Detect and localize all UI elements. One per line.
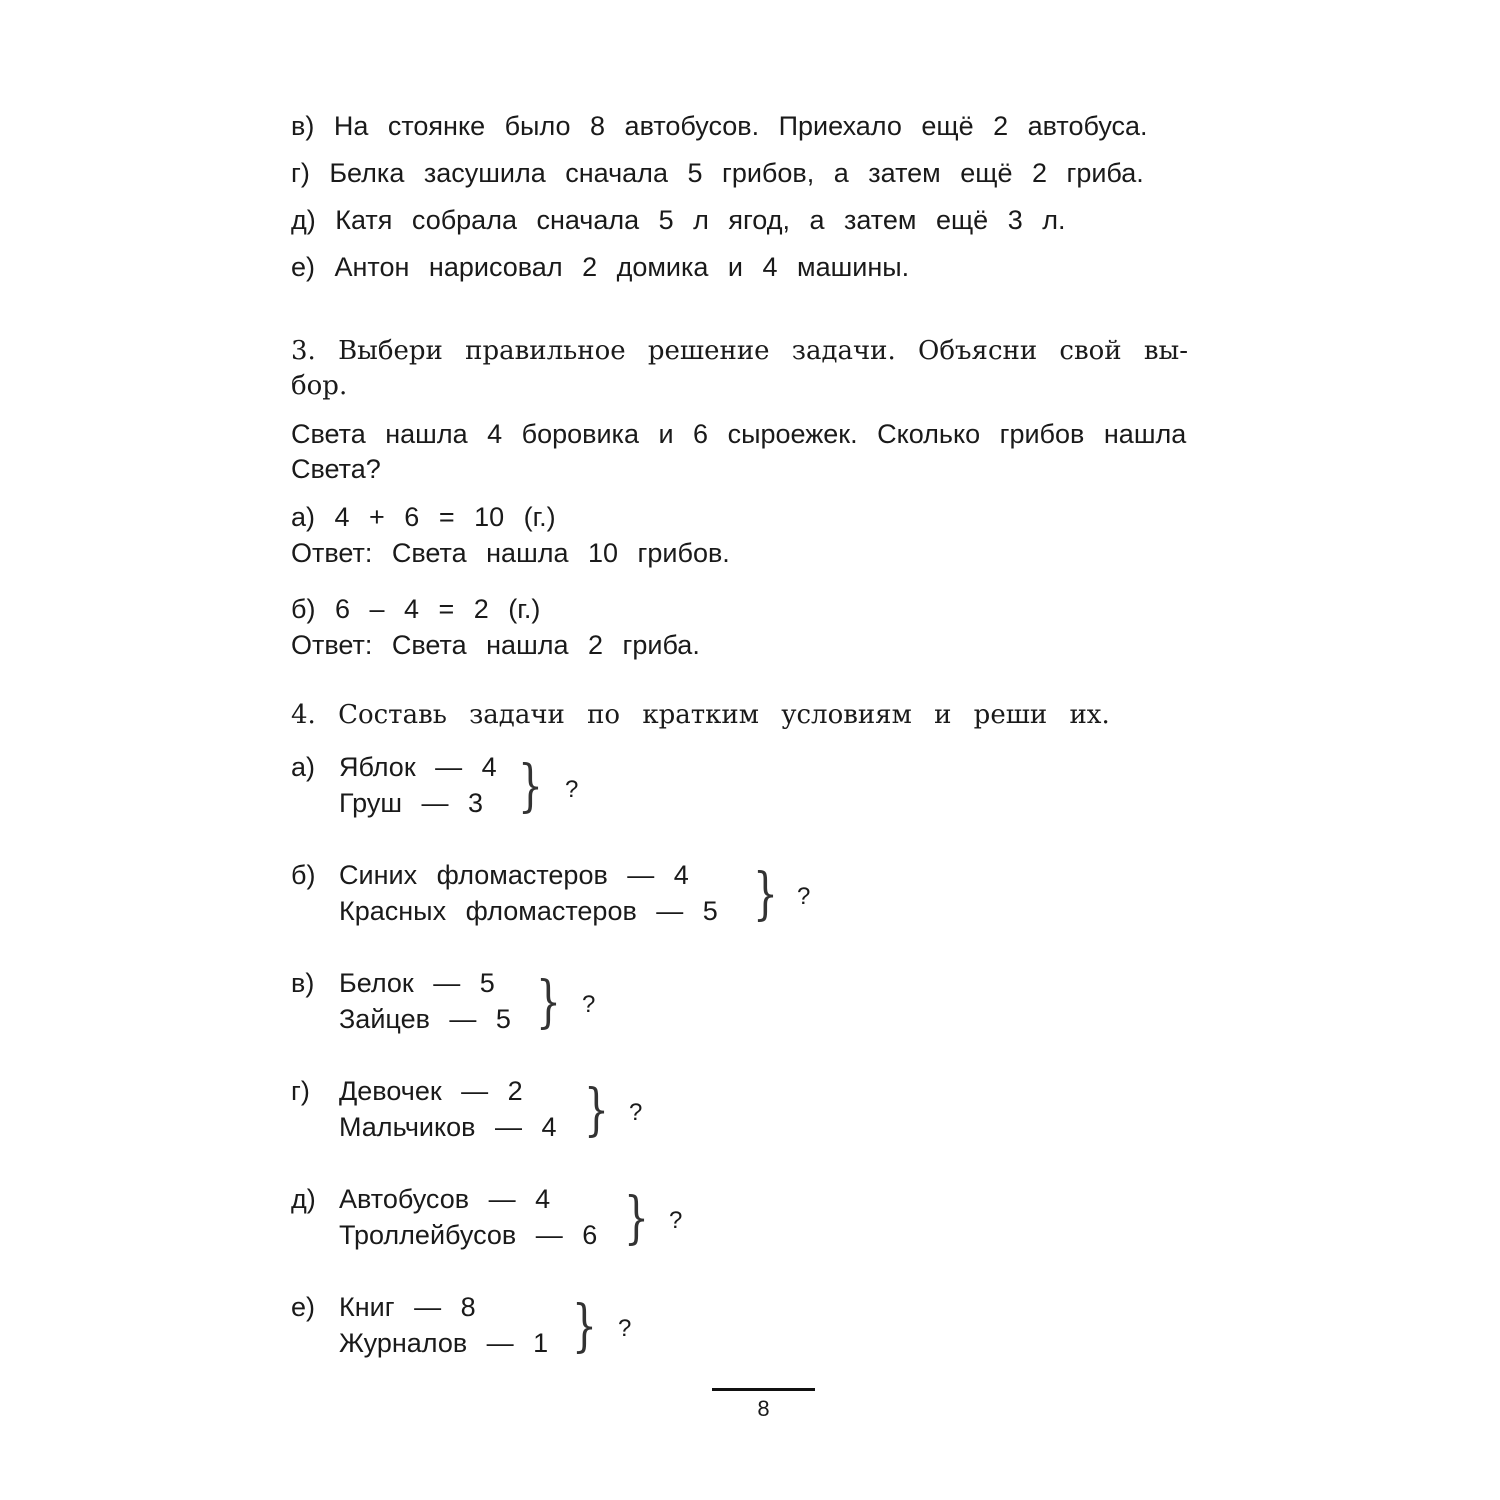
ex4-item-line1: Яблок — 4 [339,752,497,782]
ex3-option-a: а) 4 + 6 = 10 (г.) [291,502,556,532]
ex4-item-letter: а) [291,752,316,782]
ex4-item-letter: в) [291,968,315,998]
ex4-item-line2: Журналов — 1 [339,1328,549,1358]
ex2-item-e: е) Антон нарисовал 2 домика и 4 машины. [291,252,910,282]
curly-brace-icon: } [584,1078,609,1143]
page-number-rule [712,1388,815,1391]
question-mark: ? [669,1207,683,1234]
curly-brace-icon: } [518,754,543,819]
curly-brace-icon: } [753,862,778,927]
page-number: 8 [757,1396,770,1421]
question-mark: ? [618,1315,632,1342]
ex4-item-line1: Девочек — 2 [339,1076,523,1106]
ex3-answer-a: Ответ: Света нашла 10 грибов. [291,538,730,568]
ex4-item-line1: Книг — 8 [339,1292,476,1322]
ex4-item-line2: Груш — 3 [339,788,483,818]
ex4-item-letter: г) [291,1076,310,1106]
ex4-item-letter: д) [291,1184,316,1214]
ex4-item-line2: Красных фломастеров — 5 [339,896,718,926]
curly-brace-icon: } [536,970,561,1035]
ex3-heading-line2: бор. [291,371,348,401]
ex4-heading: 4. Составь задачи по кратким условиям и реши их. [291,700,1110,730]
question-mark: ? [565,776,579,803]
question-mark: ? [797,883,811,910]
ex3-problem-line2: Света? [291,454,381,484]
ex3-option-b: б) 6 – 4 = 2 (г.) [291,594,541,624]
ex4-item-line1: Автобусов — 4 [339,1184,551,1214]
ex4-item-letter: б) [291,860,316,890]
ex4-item-line1: Синих фломастеров — 4 [339,860,689,890]
ex3-problem-line1: Света нашла 4 боровика и 6 сыроежек. Сколько грибов нашла [291,419,1187,449]
ex4-item-line1: Белок — 5 [339,968,495,998]
ex4-item-line2: Зайцев — 5 [339,1004,511,1034]
ex3-heading-line1: 3. Выбери правильное решение задачи. Объясни свой вы- [291,336,1188,366]
ex2-item-v: в) На стоянке было 8 автобусов. Приехало ещё 2 автобуса. [291,111,1148,141]
ex4-item-line2: Мальчиков — 4 [339,1112,557,1142]
ex4-item-line2: Троллейбусов — 6 [339,1220,598,1250]
question-mark: ? [629,1099,643,1126]
curly-brace-icon: } [572,1294,597,1359]
ex4-item-letter: е) [291,1292,316,1322]
curly-brace-icon: } [624,1186,649,1251]
ex2-item-g: г) Белка засушила сначала 5 грибов, а затем ещё 2 гриба. [291,158,1144,188]
question-mark: ? [582,991,596,1018]
ex3-answer-b: Ответ: Света нашла 2 гриба. [291,630,700,660]
ex2-item-d: д) Катя собрала сначала 5 л ягод, а затем ещё 3 л. [291,205,1066,235]
